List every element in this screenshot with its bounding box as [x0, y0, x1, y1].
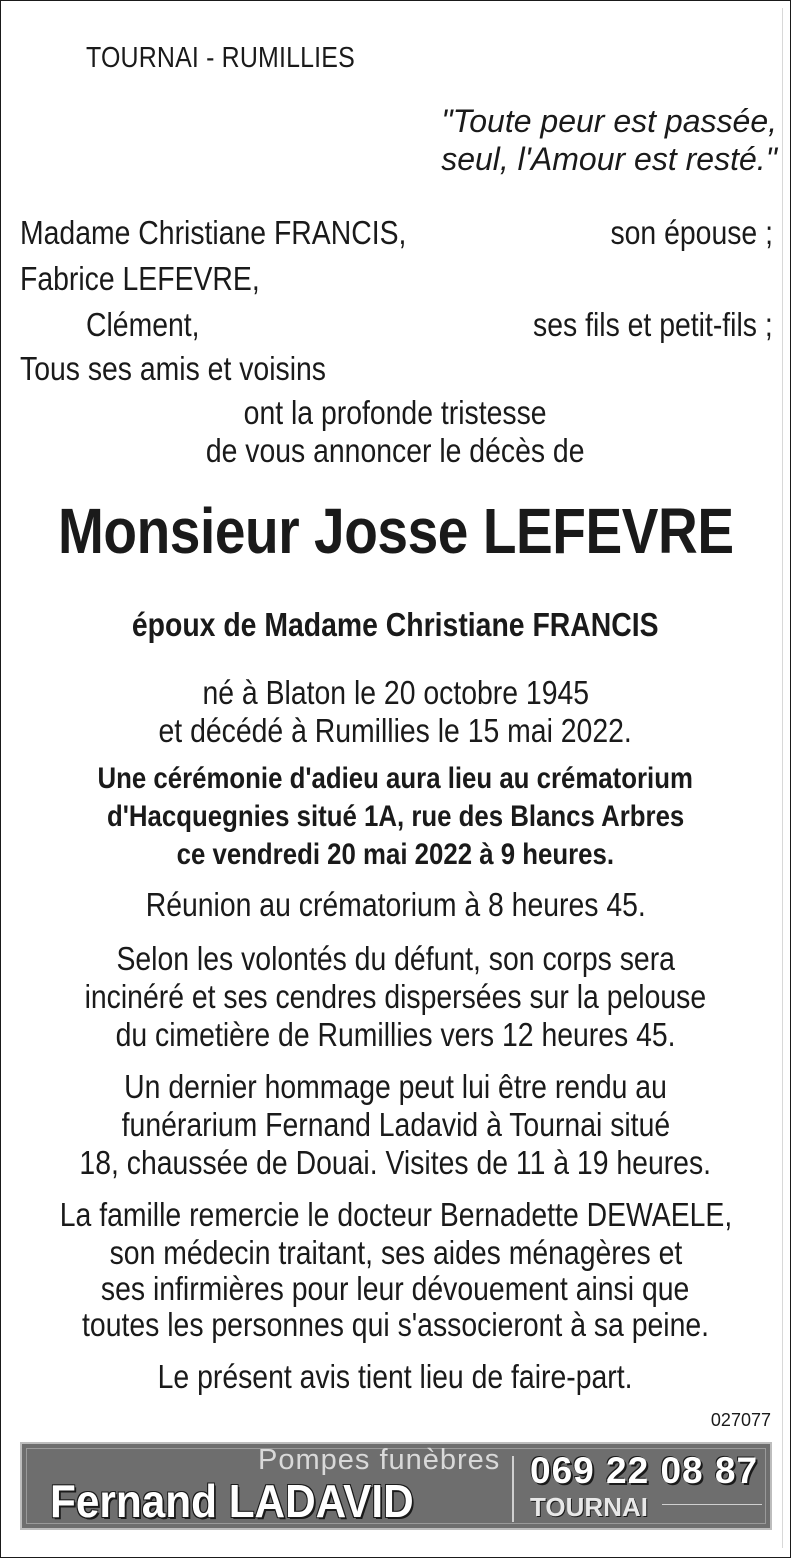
- meeting-line: Réunion au crématorium à 8 heures 45.: [145, 886, 646, 923]
- family-relation-spouse: son épouse ;: [610, 214, 773, 251]
- reference-number: 027077: [710, 1410, 771, 1430]
- birth-line: né à Blaton le 20 octobre 1945: [202, 674, 589, 711]
- banner-company-name: Fernand LADAVID: [50, 1475, 414, 1527]
- ceremony-line-3: ce vendredi 20 mai 2022 à 9 heures.: [176, 838, 615, 871]
- wishes-line-3: du cimetière de Rumillies vers 12 heures 45.: [115, 1016, 676, 1053]
- announcement-line-1: ont la profonde tristesse: [244, 394, 547, 431]
- tribute-line-3: 18, chaussée de Douai. Visites de 11 à 19 heures.: [79, 1144, 712, 1181]
- notice-line: Le présent avis tient lieu de faire-part.: [158, 1358, 633, 1395]
- ceremony-line-2: d'Hacquegnies situé 1A, rue des Blancs Arbres: [106, 800, 685, 833]
- thanks-line-3: ses infirmières pour leur dévouement ainsi que: [101, 1270, 690, 1307]
- family-relation-children: ses fils et petit-fils ;: [533, 306, 773, 343]
- banner-city-rule: [662, 1504, 762, 1505]
- deceased-name: Monsieur Josse LEFEVRE: [57, 495, 734, 567]
- quote-block: [357, 102, 777, 178]
- banner-divider: [512, 1456, 514, 1522]
- location-heading: TOURNAI - RUMILLIES: [86, 42, 355, 74]
- family-member-grandson: Clément,: [86, 306, 200, 343]
- ceremony-line-1: Une cérémonie d'adieu aura lieu au crématorium: [97, 762, 694, 795]
- wishes-line-1: Selon les volontés du défunt, son corps sera: [116, 940, 675, 977]
- tribute-line-1: Un dernier hommage peut lui être rendu au: [124, 1068, 667, 1105]
- death-line: et décédé à Rumillies le 15 mai 2022.: [158, 712, 633, 749]
- banner-phone: 069 22 08 87: [530, 1450, 759, 1491]
- banner-service-label: Pompes funèbres: [258, 1444, 501, 1476]
- thanks-line-4: toutes les personnes qui s'associeront à sa peine.: [81, 1306, 709, 1343]
- deceased-spouse: époux de Madame Christiane FRANCIS: [132, 606, 659, 643]
- funeral-home-banner: [20, 1442, 772, 1530]
- announcement-line-2: de vous annoncer le décès de: [206, 432, 585, 469]
- thanks-line-1: La famille remercie le docteur Bernadette DEWAELE,: [59, 1196, 732, 1233]
- family-member-son: Fabrice LEFEVRE,: [20, 260, 260, 297]
- thanks-line-2: son médecin traitant, ses aides ménagères et: [109, 1234, 682, 1271]
- tribute-line-2: funérarium Fernand Ladavid à Tournai situé: [121, 1106, 670, 1143]
- family-friends: Tous ses amis et voisins: [20, 350, 326, 387]
- family-member-spouse: Madame Christiane FRANCIS,: [20, 214, 407, 251]
- quote-line-2: seul, l'Amour est resté.": [441, 141, 777, 177]
- quote-line-1: "Toute peur est passée,: [441, 103, 777, 139]
- banner-city: TOURNAI: [530, 1492, 648, 1522]
- wishes-line-2: incinéré et ses cendres dispersées sur la pelouse: [84, 978, 707, 1015]
